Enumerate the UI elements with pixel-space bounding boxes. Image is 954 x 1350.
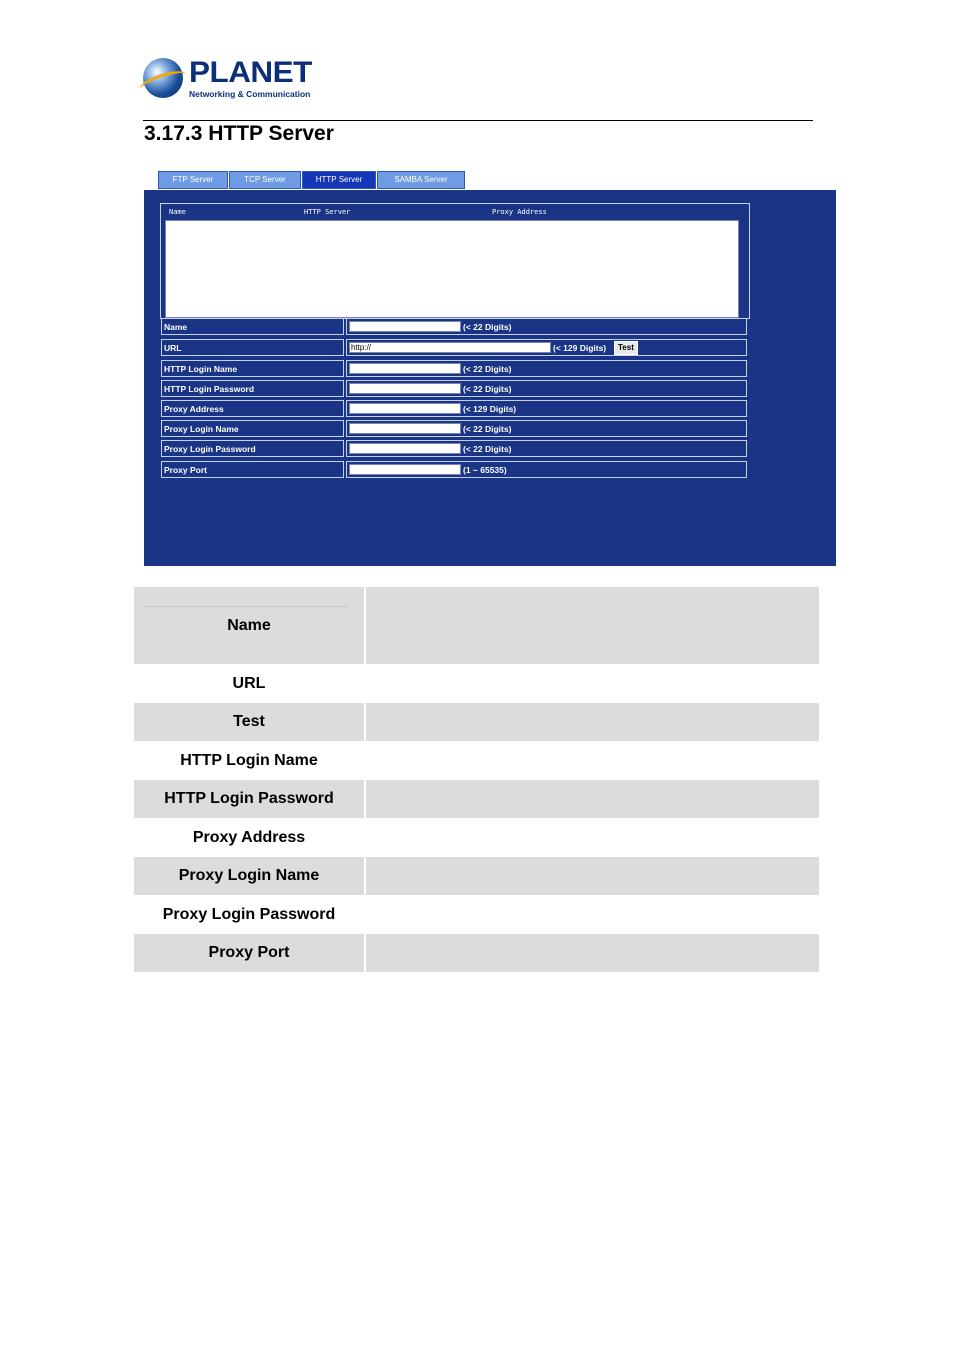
header-rule (143, 120, 813, 121)
url-hint: (< 129 Digits) (553, 343, 607, 353)
proxy-port-input[interactable] (349, 464, 461, 475)
proxy-login-password-label: Proxy Login Password (161, 440, 344, 457)
table-row (134, 703, 819, 741)
table-row (134, 857, 819, 895)
form-row-url (160, 339, 748, 358)
proxy-port-label: Proxy Port (161, 461, 344, 478)
server-tabs (158, 171, 466, 189)
list-header-name: Name (169, 208, 186, 216)
list-header-http-server: HTTP Server (304, 208, 351, 216)
form-row-http-login-name (160, 360, 748, 379)
list-header-proxy-address: Proxy Address (492, 208, 547, 216)
table-row-description (366, 818, 819, 857)
name-input[interactable] (349, 321, 461, 332)
table-row-description (366, 895, 819, 934)
table-row-label: Proxy Login Password (162, 905, 336, 923)
logo-tagline: Networking & Communication (189, 88, 311, 99)
logo-brand: PLANET (189, 55, 312, 89)
table-row-label: HTTP Login Password (134, 780, 364, 818)
table-row-label: Proxy Port (134, 934, 364, 972)
form-row-proxy-port (160, 461, 748, 480)
globe-icon (143, 58, 183, 98)
proxy-login-password-hint: (< 22 Digits) (463, 444, 512, 454)
table-row-description (366, 857, 819, 895)
table-row-label: HTTP Login Name (180, 751, 318, 769)
form-row-proxy-login-name (160, 420, 748, 439)
planet-logo (143, 56, 310, 100)
table-row (134, 741, 819, 780)
server-list[interactable] (165, 220, 739, 318)
table-row (134, 780, 819, 818)
server-list-header (161, 204, 749, 218)
form-row-proxy-address (160, 400, 748, 419)
table-row (134, 664, 819, 703)
proxy-login-name-label: Proxy Login Name (161, 420, 344, 437)
table-row-label: Proxy Address (192, 828, 306, 846)
table-row-description (366, 780, 819, 818)
section-title: 3.17.3 HTTP Server (144, 122, 334, 145)
test-button[interactable]: Test (614, 341, 638, 355)
http-login-name-label: HTTP Login Name (161, 360, 344, 377)
form-row-http-login-password (160, 380, 748, 399)
table-row-label: URL (232, 674, 266, 692)
url-input[interactable] (349, 342, 551, 353)
table-row-label: Proxy Login Name (134, 857, 364, 895)
table-row-description (366, 703, 819, 741)
http-login-password-hint: (< 22 Digits) (463, 384, 512, 394)
form-row-proxy-login-password (160, 440, 748, 459)
http-login-password-input[interactable] (349, 383, 461, 394)
http-login-name-hint: (< 22 Digits) (463, 364, 512, 374)
table-row (134, 587, 819, 664)
tab-tcp-server[interactable]: TCP Server (229, 171, 301, 189)
proxy-port-hint: (1 ~ 65535) (463, 465, 507, 475)
tab-http-server[interactable]: HTTP Server (302, 171, 376, 189)
table-row (134, 895, 819, 934)
proxy-address-hint: (< 129 Digits) (463, 404, 517, 414)
tab-samba-server[interactable]: SAMBA Server (377, 171, 465, 189)
proxy-login-name-hint: (< 22 Digits) (463, 424, 512, 434)
table-row-label: Name (134, 587, 364, 664)
http-login-name-input[interactable] (349, 363, 461, 374)
table-row-description (366, 587, 819, 664)
name-label: Name (161, 318, 344, 335)
table-row-description (366, 934, 819, 972)
http-login-password-label: HTTP Login Password (161, 380, 344, 397)
name-hint: (< 22 Digits) (463, 322, 512, 332)
table-row (134, 934, 819, 972)
proxy-login-name-input[interactable] (349, 423, 461, 434)
tab-ftp-server[interactable]: FTP Server (158, 171, 228, 189)
table-row-label: Test (134, 703, 364, 741)
proxy-login-password-input[interactable] (349, 443, 461, 454)
table-row-description (366, 664, 819, 703)
server-list-box (160, 203, 750, 319)
url-label: URL (161, 339, 344, 356)
proxy-address-label: Proxy Address (161, 400, 344, 417)
form-row-name (160, 318, 748, 337)
proxy-address-input[interactable] (349, 403, 461, 414)
table-row-description (366, 741, 819, 780)
http-server-panel (144, 190, 836, 566)
table-row (134, 818, 819, 857)
